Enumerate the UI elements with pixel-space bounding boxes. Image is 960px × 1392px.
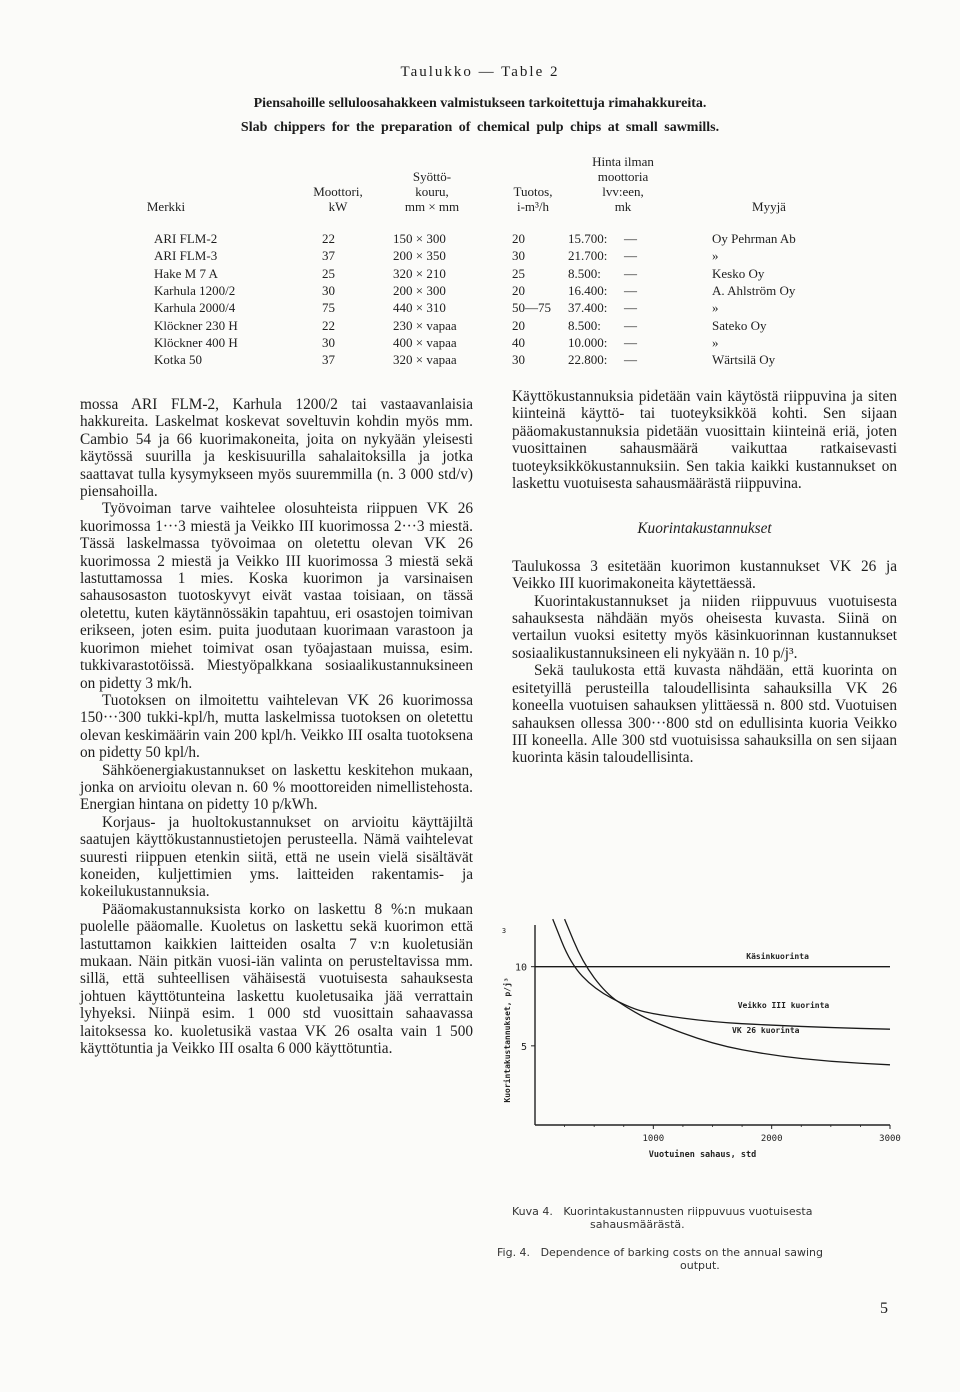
table-row <box>0 283 960 300</box>
header-price <box>568 154 678 214</box>
figure-caption-fi <box>512 1205 902 1231</box>
table-cell-dash: — <box>624 317 637 333</box>
table-row <box>0 231 960 248</box>
header-motor <box>298 184 378 214</box>
header-price-line: lvv:een, <box>602 184 644 199</box>
table-cell-price: 10.000: <box>568 334 608 350</box>
table-cell-prod: 20 <box>512 282 525 298</box>
table-label: Taulukko — Table 2 <box>400 64 560 80</box>
table-cell-price: 22.800: <box>568 352 608 368</box>
caption-text: output. <box>680 1259 720 1272</box>
chart-axes <box>531 925 890 1129</box>
table-cell-name: Klöckner 230 H <box>154 317 238 333</box>
table-cell-dash: — <box>624 282 637 298</box>
figure-number: Fig. 4. <box>497 1246 531 1259</box>
table-cell-price: 37.400: <box>568 300 608 316</box>
caption-text: sahausmäärästä. <box>590 1218 685 1231</box>
x-axis-title: Vuotuinen sahaus, std <box>648 1150 757 1160</box>
table-cell-size: 320 × vapaa <box>393 352 457 368</box>
x-tick-label: 1000 <box>642 1134 665 1144</box>
x-tick-label: 3000 <box>879 1134 901 1144</box>
series-label: Käsinkuorinta <box>746 951 809 961</box>
header-price-line: Hinta ilman <box>592 154 654 169</box>
chart-lines <box>535 919 890 1065</box>
table-cell-price: 15.700: <box>568 231 608 246</box>
header-price-unit: mk <box>614 199 632 214</box>
table-cell-seller: Oy Pehrman Ab <box>712 231 796 246</box>
table-cell-prod: 40 <box>512 334 525 350</box>
table-cell-kw: 30 <box>322 282 335 298</box>
series-line-2 <box>565 919 890 1065</box>
table-cell-price: 16.400: <box>568 282 608 298</box>
left-column <box>80 396 473 1057</box>
figure-number: Kuva 4. <box>512 1205 553 1218</box>
series-label: VK 26 kuorinta <box>732 1026 800 1036</box>
paragraph: Korjaus- ja huoltokustannukset on arvioitu käyttäjiltä saatujen käyttökustannustietojen perusteella. Nämä vaihtelevat suuresti riippuen etenkin siitä, että ne usein vielä sisältävät koneiden, kuljettimien yms. laitteiden rakentamis- ja kokeilukustannuksia. <box>80 813 473 901</box>
table-cell-size: 440 × 310 <box>393 300 446 316</box>
header-feed <box>382 169 482 214</box>
paragraph: Sekä taulukosta että kuvasta nähdään, että kuorinta on esitetyillä perusteilla taloudellisinta sahauksilla VK 26 koneella vuotuisen sahauksen ylittäessä n. 800 std. Vuotuisen sahauksen ollessa 300···800 std on edullisinta kuoria Veikko III koneella. Alle 300 std vuotuisissa sahauksilla on sen sijaan kuorinta käsin taloudellisinta. <box>512 662 897 767</box>
series-label: Veikko III kuorinta <box>737 1000 830 1010</box>
table-cell-seller: » <box>712 248 719 264</box>
table-row <box>0 335 960 352</box>
table-cell-prod: 20 <box>512 317 525 333</box>
right-column <box>512 388 897 767</box>
header-feed-unit: mm × mm <box>404 199 460 214</box>
table-cell-seller: » <box>712 334 719 350</box>
page-number: 5 <box>880 1300 888 1317</box>
table-cell-dash: — <box>624 352 637 368</box>
header-seller: Myyjä <box>752 199 786 214</box>
table-cell-seller: Sateko Oy <box>712 317 767 333</box>
header-brand: Merkki <box>146 199 186 214</box>
table-title-en: Slab chippers for the preparation of chemical pulp chips at small sawmills. <box>240 120 720 135</box>
y-axis-superscript: 3 <box>501 927 507 935</box>
table-cell-dash: — <box>624 248 637 264</box>
paragraph: Taulukossa 3 esitetään kuorimon kustannukset VK 26 ja Veikko III kuorimakoneita käytettäessä. <box>512 557 897 593</box>
paragraph: Tuotoksen on ilmoitettu vaihtelevan VK 26 kuorimossa 150···300 tukki-kpl/h, mutta laskelmissa tuotoksen on oletettu olevan keskimäärin vain 200 kpl/h. Veikko III osalta tuotoksena on pidetty 50 kpl/h. <box>80 691 473 762</box>
y-tick-label: 5 <box>520 1041 527 1053</box>
figure-caption-en <box>497 1246 902 1272</box>
table-row <box>0 266 960 283</box>
table-cell-size: 230 × vapaa <box>393 317 457 333</box>
table-cell-seller: Wärtsilä Oy <box>712 352 776 368</box>
table-cell-dash: — <box>624 300 637 316</box>
table-cell-size: 400 × vapaa <box>393 334 457 350</box>
table-cell-seller: A. Ahlström Oy <box>712 282 796 298</box>
paragraph: Pääomakustannuksista korko on laskettu 8 %:n mukaan puolelle pääomalle. Kuoletus on laskettu sekä kuorimon että lastuttamon kaikkien laitteiden osalta 7 v:n kuoletusiän mukaan. Näin pitkän vuosi-iän valinta on perusteltavissa mm. sillä, että suhteellisen vähäisestä vuotuisesta sahauksesta johtuen käyttötunteina laskettu kuoletusaika jää verrattain lyhyeksi. Niinpä esim. 1 000 std vuosittain sahaavassa laitoksessa ko. kuoletusikä vastaa VK 26 osalta vain 1 500 käyttötuntia ja Veikko III osalta 6 000 käyttötuntia. <box>80 900 473 1058</box>
table-cell-size: 320 × 210 <box>393 265 446 281</box>
table-cell-size: 200 × 350 <box>393 248 446 264</box>
table-cell-dash: — <box>624 334 637 350</box>
table-cell-name: ARI FLM-2 <box>154 231 218 246</box>
barking-cost-chart <box>490 915 910 1195</box>
table-cell-name: ARI FLM-3 <box>154 248 218 264</box>
table-cell-kw: 22 <box>322 231 335 246</box>
table-cell-seller: » <box>712 300 719 316</box>
caption-text: Kuorintakustannusten riippuvuus vuotuisesta <box>563 1205 813 1218</box>
series-line-1 <box>553 919 890 1029</box>
table-row <box>0 318 960 335</box>
paragraph: Käyttökustannuksia pidetään vain käytöstä riippuvina ja siten kiinteinä käyttö- tai tuoteyksikköä kohti. Sen sijaan pääomakustannuksia pidetään vuosittain kiinteinä eriä, joten vuosittainen sahausmäärä vaikuttaa ratkaisevasti tuoteyksikkökustannuksiin. Sen takia kaikki kustannukset on laskettu vuotuisesta sahausmäärästä riippuvina. <box>512 388 897 493</box>
table-cell-kw: 37 <box>322 352 335 368</box>
header-output <box>498 184 568 214</box>
paragraph: Työvoiman tarve vaihtelee olosuhteista riippuen VK 26 kuorimossa 1···3 miestä ja Veikko III kuorimossa 2···3 miestä. Tässä laskelmassa työvoimaa on oletettu olevan VK 26 kuorimossa 2 miestä ja Veikko III kuorimossa 3 miestä sekä lastuttamossa 1 mies. Koska kuorimon ja varsinaisen sahausosaston tuotoskyvyt eivät vastaa toisiaan, on tässä oletettu, kuten käytännössäkin tapahtuu, eri osastojen toimivan erikseen, joten esim. puita juodutaan kuorimaan varastoon ja kuorimon miehet toimivat osan työajastaan muissa, esim. tukkivarastotöissä. Miestyöpalkkana sosiaalikustannuksineen on pidetty 3 mk/h. <box>80 500 473 692</box>
table-cell-seller: Kesko Oy <box>712 265 765 281</box>
paragraph: mossa ARI FLM-2, Karhula 1200/2 tai vastaavanlaisia hakkureita. Laskelmat koskevat soveltuvin kohdin myös mm. Cambio 54 ja 66 kuorimakoneita, joita on nykyään yleisesti käytössä suurilla ja keskisuurilla sahalaitoksilla ja jotka saattavat tulla kysymykseen myös suuremmilla (n. 3 000 std/v) piensahoilla. <box>80 396 473 501</box>
section-heading: Kuorintakustannukset <box>637 520 772 538</box>
table-cell-name: Kotka 50 <box>154 352 203 368</box>
table-cell-size: 200 × 300 <box>393 282 446 298</box>
table-cell-prod: 20 <box>512 231 525 246</box>
table-cell-dash: — <box>624 265 637 281</box>
table-title-fi: Piensahoille selluloosahakkeen valmistukseen tarkoitettuja rimahakkureita. <box>253 96 707 111</box>
table-cell-name: Karhula 2000/4 <box>154 300 236 316</box>
header-feed-line: kouru, <box>415 184 449 199</box>
table-cell-price: 8.500: <box>568 265 601 281</box>
table-cell-kw: 37 <box>322 248 335 264</box>
table-cell-kw: 75 <box>322 300 335 316</box>
caption-text: Dependence of barking costs on the annual sawing <box>540 1246 824 1259</box>
table-cell-size: 150 × 300 <box>393 231 446 246</box>
table-cell-prod: 50—75 <box>512 300 551 316</box>
y-axis-title: Kuorintakustannukset, p/j³ <box>503 977 512 1103</box>
table-cell-kw: 25 <box>322 265 335 281</box>
table-cell-price: 21.700: <box>568 248 608 264</box>
table-cell-name: Karhula 1200/2 <box>154 282 236 298</box>
table-row <box>0 248 960 265</box>
paragraph: Kuorintakustannukset ja niiden riippuvuus vuotuisesta sahauksesta nähdään myös oheisesta kuvasta. Siinä on vertailun vuoksi esitetty myös käsinkuorinnan kustannukset sosiaalikustannuksineen eli nykyään n. 10 p/j³. <box>512 592 897 662</box>
x-tick-label: 2000 <box>760 1134 783 1144</box>
table-cell-dash: — <box>624 231 637 246</box>
header-feed-line: Syöttö- <box>412 169 452 184</box>
table-cell-prod: 25 <box>512 265 525 281</box>
table-cell-name: Klöckner 400 H <box>154 334 238 350</box>
paragraph: Sähköenergiakustannukset on laskettu keskitehon mukaan, jonka on arvioitu olevan n. 60 % moottoreiden nimellistehosta. Energian hintana on pidetty 10 p/kWh. <box>80 761 473 814</box>
table-row <box>0 300 960 317</box>
table-cell-kw: 30 <box>322 334 335 350</box>
table-cell-kw: 22 <box>322 317 335 333</box>
header-motor-line: Moottori, <box>313 184 363 199</box>
header-price-line: moottoria <box>597 169 649 184</box>
table-cell-prod: 30 <box>512 248 525 264</box>
header-output-line: Tuotos, <box>513 184 553 199</box>
table-row <box>0 352 960 369</box>
header-output-unit: i-m³/h <box>516 199 550 214</box>
table-cell-prod: 30 <box>512 352 525 368</box>
y-tick-label: 10 <box>514 962 527 974</box>
table-cell-name: Hake M 7 A <box>154 265 218 281</box>
header-motor-unit: kW <box>328 199 348 214</box>
table-cell-price: 8.500: <box>568 317 601 333</box>
